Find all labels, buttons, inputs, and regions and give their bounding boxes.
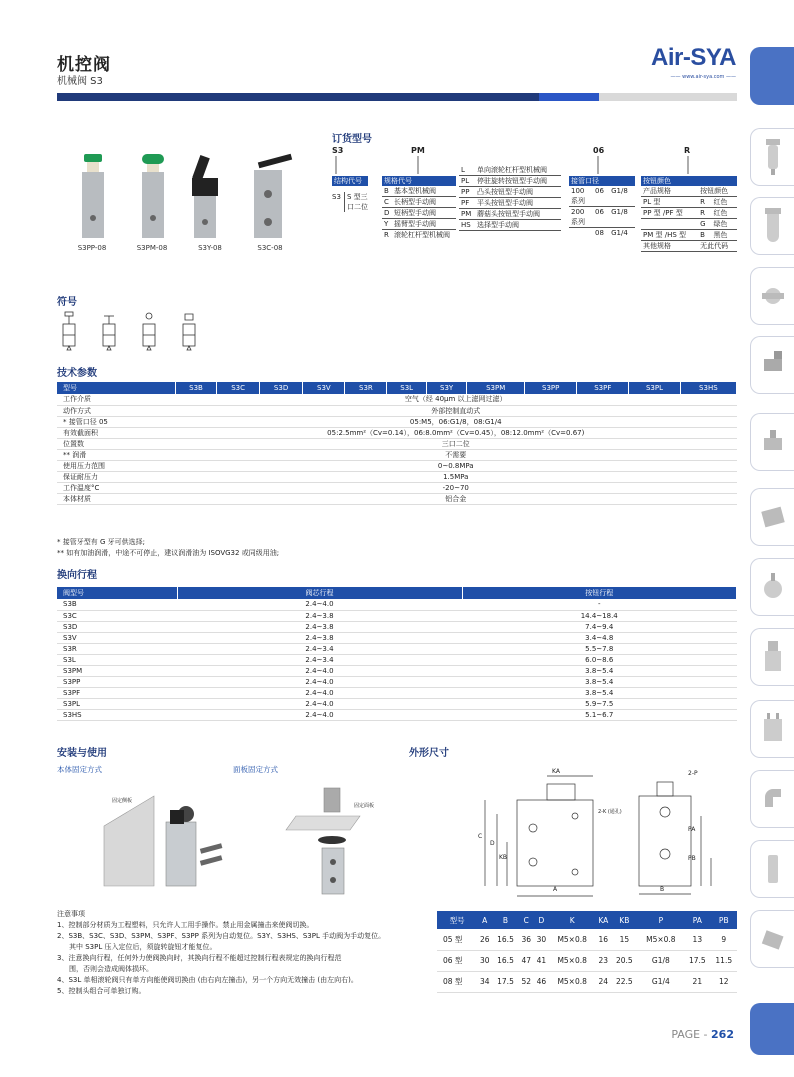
install-title: 安装与使用 <box>57 748 107 759</box>
dim-label: KB <box>499 854 508 861</box>
spec-desc: 蘑菇头按钮型手动阀 <box>477 210 540 218</box>
table-cell: 2.4~4.0 <box>177 709 462 720</box>
color-name: 红色 <box>713 209 728 217</box>
table-cell: M5×0.8 <box>549 929 596 950</box>
spec-value: 05:2.5mm²（Cv=0.14），06:8.0mm²（Cv=0.45），08:12.0mm²（Cv=0.67) <box>175 427 737 438</box>
table-cell: 36 <box>519 929 534 950</box>
product-label: S3C-08 <box>257 244 283 252</box>
notes-title: 注意事项 <box>57 910 85 918</box>
spec-desc: 平头按钮型手动阀 <box>477 199 533 207</box>
table-row <box>437 971 737 992</box>
table-cell: 20.5 <box>611 950 637 971</box>
dim-label: 2-K (通孔) <box>598 809 622 815</box>
spec-code: Y <box>384 220 389 228</box>
table-row <box>437 929 737 950</box>
col-header: PB <box>711 911 737 929</box>
col-header: S3Y <box>426 382 467 394</box>
color-name: 黑色 <box>713 231 728 239</box>
tab-cylinder-icon[interactable] <box>750 413 794 471</box>
symbol-title: 符号 <box>57 297 77 308</box>
table-row <box>57 610 737 621</box>
order-col-structure <box>332 176 368 212</box>
table-cell: S3HS <box>57 709 177 720</box>
brand-url: —— www.air-sya.com —— <box>670 74 736 80</box>
col-header: S3L <box>387 382 426 394</box>
spec-code: B <box>384 187 389 195</box>
table-row <box>641 186 737 197</box>
dim-label: PA <box>688 826 696 833</box>
table-row <box>57 416 737 427</box>
table-cell: S3PP <box>57 676 177 687</box>
table-cell: 15 <box>611 929 637 950</box>
tab-solenoid-icon[interactable] <box>750 488 794 546</box>
table-row <box>459 187 561 198</box>
table-cell: 3.8~5.4 <box>462 687 737 698</box>
table-cell: 12 <box>711 971 737 992</box>
table-cell: 5.9~7.5 <box>462 698 737 709</box>
spec-label: * 接管口径 05 <box>57 416 175 427</box>
table-cell: 46 <box>534 971 549 992</box>
spec-label: ** 润滑 <box>57 449 175 460</box>
color-spec <box>641 219 698 230</box>
col-header: KB <box>611 911 637 929</box>
table-row <box>57 382 737 394</box>
table-cell: 26 <box>477 929 492 950</box>
spec-desc: 滚轮杠杆型机械阀 <box>394 231 450 239</box>
outline-title: 外形尺寸 <box>409 748 449 759</box>
spec-label: 本体材质 <box>57 493 175 504</box>
table-cell: 41 <box>534 950 549 971</box>
table-cell: 3.8~5.4 <box>462 676 737 687</box>
table-row <box>459 198 561 209</box>
tab-filter-icon[interactable] <box>750 128 794 186</box>
table-cell: S3V <box>57 632 177 643</box>
table-cell: S3C <box>57 610 177 621</box>
port-series: 200系列 <box>571 208 585 226</box>
header-bar <box>57 93 737 101</box>
table-row <box>382 219 456 230</box>
table-row <box>459 165 561 176</box>
spec-value: 空气（经 40μm 以上滤网过滤） <box>175 394 737 405</box>
spec-title: 技术参数 <box>57 368 97 379</box>
table-row <box>382 230 456 241</box>
port-series: 100系列 <box>571 187 585 205</box>
order-code-port: 06 <box>593 146 605 155</box>
table-cell: 30 <box>534 929 549 950</box>
dim-label: PB <box>688 855 696 862</box>
port-size: G1/8 <box>611 187 628 195</box>
col-header: 型号 <box>57 382 175 394</box>
spec-table <box>57 382 737 505</box>
color-spec: PM 型 /HS 型 <box>643 231 687 239</box>
col-header: S3R <box>345 382 387 394</box>
spec-value: 铝合金 <box>175 493 737 504</box>
spec-code: PP <box>461 188 470 196</box>
order-code-pm: PM <box>411 146 425 155</box>
table-row <box>57 493 737 504</box>
table-row <box>641 219 737 230</box>
table-cell: 14.4~18.4 <box>462 610 737 621</box>
spec-footnote: ** 如有加油润滑，中途不可停止，建议润滑油为 ISOVG32 或同级用油; <box>57 549 280 557</box>
table-row <box>57 654 737 665</box>
stroke-title: 换向行程 <box>57 570 97 581</box>
table-cell: 9 <box>711 929 737 950</box>
table-cell: 2.4~4.0 <box>177 599 462 610</box>
panel-plate-label: 固定面板 <box>354 803 375 809</box>
table-cell: 5.1~6.7 <box>462 709 737 720</box>
table-cell: 7.4~9.4 <box>462 621 737 632</box>
spec-desc: 长柄型手动阀 <box>394 198 436 206</box>
spec-code: R <box>384 231 389 239</box>
col-header: 型号 <box>437 911 477 929</box>
order-title: 订货型号 <box>332 134 372 145</box>
dim-label: D <box>490 840 495 847</box>
spec-label: 保证耐压力 <box>57 471 175 482</box>
body-mount-label: 本体固定方式 <box>57 765 102 774</box>
col-header: S3B <box>175 382 217 394</box>
table-row <box>382 186 456 197</box>
panel-mount-label: 面板固定方式 <box>233 765 278 774</box>
col-header: 按钮行程 <box>462 587 737 599</box>
spec-value: 05:M5，06:G1/8，08:G1/4 <box>175 416 737 427</box>
table-cell: 17.5 <box>684 950 710 971</box>
spec-label: 有效截面积 <box>57 427 175 438</box>
table-cell: 2.4~3.8 <box>177 610 462 621</box>
table-cell: 30 <box>477 950 492 971</box>
spec-value: 1.5MPa <box>175 471 737 482</box>
table-row <box>382 197 456 208</box>
table-row <box>57 449 737 460</box>
color-spec: PL 型 <box>643 198 661 206</box>
table-cell: 17.5 <box>492 971 518 992</box>
spec-label: 动作方式 <box>57 405 175 416</box>
table-cell: 47 <box>519 950 534 971</box>
spec-code: PL <box>461 177 470 185</box>
table-cell: 2.4~3.4 <box>177 654 462 665</box>
table-cell: 23 <box>595 950 611 971</box>
port-code: 08 <box>595 229 604 237</box>
product-photos <box>70 150 300 250</box>
col-header: S3V <box>303 382 345 394</box>
table-row <box>57 687 737 698</box>
col-header: B <box>492 911 518 929</box>
table-row <box>641 241 737 252</box>
spec-desc: 凸头按钮型手动阀 <box>477 188 533 196</box>
tab-fitting-icon[interactable] <box>750 267 794 325</box>
table-cell: 13 <box>684 929 710 950</box>
spec-label: 位置数 <box>57 438 175 449</box>
col-header: S3PF <box>577 382 629 394</box>
tab-current-section[interactable] <box>750 47 794 105</box>
table-cell: 3.8~5.4 <box>462 665 737 676</box>
table-cell: M5×0.8 <box>638 929 685 950</box>
spec-desc: 选择型手动阀 <box>477 221 519 229</box>
col-header: S3PL <box>629 382 680 394</box>
color-name: 红色 <box>713 198 728 206</box>
notes <box>57 909 427 997</box>
col-header: A <box>477 911 492 929</box>
port-code: 06 <box>595 208 604 216</box>
order-code-s3: S3 <box>332 146 344 155</box>
table-cell: 3.4~4.8 <box>462 632 737 643</box>
table-row <box>57 676 737 687</box>
table-cell: S3PM <box>57 665 177 676</box>
table-cell: S3B <box>57 599 177 610</box>
table-cell: 34 <box>477 971 492 992</box>
spec-label: 工作温度°C <box>57 482 175 493</box>
table-cell: G1/8 <box>638 950 685 971</box>
table-cell: 05 型 <box>437 929 477 950</box>
color-none: 无此代码 <box>700 242 729 250</box>
table-row <box>57 482 737 493</box>
table-cell: S3L <box>57 654 177 665</box>
table-cell: 2.4~4.0 <box>177 665 462 676</box>
col-header: 规格代号 <box>382 176 456 186</box>
color-code: R <box>700 209 705 217</box>
table-cell: 16.5 <box>492 950 518 971</box>
table-cell: 2.4~4.0 <box>177 698 462 709</box>
side-plate-label: 固定侧板 <box>112 798 133 804</box>
brand-logo: Air-SYA <box>651 44 736 71</box>
table-row <box>57 621 737 632</box>
port-size: G1/8 <box>611 208 628 216</box>
dim-label: B <box>660 886 665 893</box>
table-cell: 6.0~8.6 <box>462 654 737 665</box>
spec-desc: 停驻旋转按钮型手动阀 <box>477 177 547 185</box>
page-title: 机控阀 <box>57 55 111 75</box>
table-row <box>57 643 737 654</box>
tab-manifold-icon[interactable] <box>750 700 794 758</box>
spec-code: PM <box>461 210 472 218</box>
table-row <box>569 228 635 239</box>
spec-desc: 单向滚轮杠杆型机械阀 <box>477 166 547 174</box>
note-item: 1、控制部分材质为工程塑料，只允许人工用手操作。禁止用金属撞击来使阀切换。 <box>57 921 314 929</box>
col-header: PA <box>684 911 710 929</box>
col-header: D <box>534 911 549 929</box>
table-cell: - <box>462 599 737 610</box>
color-spec: PP 型 /PF 型 <box>643 209 683 217</box>
order-col-color <box>641 176 737 252</box>
structure-desc: S 型三口二位 <box>344 192 368 212</box>
note-item: 3、注意换向行程，任何外力使阀换向时，其换向行程不能超过控制行程表规定的换向行程范 <box>57 954 342 962</box>
table-cell: 52 <box>519 971 534 992</box>
col-header: S3PP <box>525 382 577 394</box>
order-code-color: R <box>684 146 691 155</box>
color-code: R <box>700 198 705 206</box>
tab-lubricator-icon[interactable] <box>750 197 794 255</box>
tab-gauge-icon[interactable] <box>750 628 794 686</box>
spec-value: 外部控制直动式 <box>175 405 737 416</box>
col-header: KA <box>595 911 611 929</box>
spec-footnote: * 接管牙型有 G 牙可供选择; <box>57 538 145 546</box>
dim-label: A <box>553 886 558 893</box>
tab-elbow-icon[interactable] <box>750 770 794 828</box>
table-row <box>57 405 737 416</box>
table-row <box>57 460 737 471</box>
spec-value: 三口二位 <box>175 438 737 449</box>
table-row <box>459 209 561 220</box>
table-cell: 2.4~3.4 <box>177 643 462 654</box>
table-row <box>569 186 635 207</box>
table-cell: 21 <box>684 971 710 992</box>
note-item: 围，否则会造成阀体损坏。 <box>69 965 153 973</box>
dim-label: C <box>478 833 483 840</box>
table-row <box>641 208 737 219</box>
spec-desc: 基本型机械阀 <box>394 187 436 195</box>
table-row <box>57 427 737 438</box>
stroke-table <box>57 587 737 721</box>
spec-desc: 短柄型手动阀 <box>394 209 436 217</box>
table-row <box>57 599 737 610</box>
spec-value: 0~0.8MPa <box>175 460 737 471</box>
table-row <box>459 220 561 231</box>
table-cell: 5.5~7.8 <box>462 643 737 654</box>
note-item: 2、S3B、S3C、S3D、S3PM、S3PF、S3PP 系列为自动复位。S3Y、S3HS、S3PL 手动阀为手动复位。 <box>57 932 386 940</box>
col-header: P <box>638 911 685 929</box>
table-cell: 16.5 <box>492 929 518 950</box>
table-cell: M5×0.8 <box>549 950 596 971</box>
table-cell: S3PF <box>57 687 177 698</box>
table-cell: G1/4 <box>638 971 685 992</box>
page-subtitle: 机械阀 S3 <box>57 76 103 87</box>
page-number: PAGE - 262 <box>671 1028 734 1041</box>
col-header: C <box>519 911 534 929</box>
note-item: 其中 S3PL 压入定位后，须旋转旋钮才能复位。 <box>69 943 217 951</box>
outline-drawing <box>475 762 735 904</box>
spec-desc: 摇臂型手动阀 <box>394 220 436 228</box>
col-header: S3PM <box>467 382 525 394</box>
table-row <box>569 207 635 228</box>
col-header: 阀芯行程 <box>177 587 462 599</box>
color-spec: 其他规格 <box>643 242 671 250</box>
color-code: G <box>700 220 706 228</box>
order-col-spec2 <box>459 165 561 231</box>
table-cell: S3D <box>57 621 177 632</box>
table-cell: 08 型 <box>437 971 477 992</box>
spec-code: PF <box>461 199 470 207</box>
color-name: 绿色 <box>713 220 728 228</box>
col-header: S3D <box>259 382 303 394</box>
table-cell: 24 <box>595 971 611 992</box>
col-header: S3C <box>217 382 259 394</box>
table-cell: 22.5 <box>611 971 637 992</box>
table-cell: 2.4~4.0 <box>177 676 462 687</box>
order-col-spec <box>382 176 456 240</box>
product-label: S3Y-08 <box>198 244 222 252</box>
tab-accessory-icon[interactable] <box>750 910 794 968</box>
product-label: S3PP-08 <box>77 244 107 252</box>
spec-label: 工作介质 <box>57 394 175 405</box>
spec-code: HS <box>461 221 471 229</box>
table-row <box>57 709 737 720</box>
col-header: S3HS <box>680 382 736 394</box>
dim-label: 2-P <box>688 770 698 777</box>
table-row <box>437 911 737 929</box>
table-row <box>57 698 737 709</box>
table-row <box>57 665 737 676</box>
spec-code: L <box>461 166 465 174</box>
table-row <box>382 208 456 219</box>
table-cell: 06 型 <box>437 950 477 971</box>
table-cell: 16 <box>595 929 611 950</box>
port-series <box>569 228 593 239</box>
col-header: K <box>549 911 596 929</box>
spec-code: C <box>384 198 389 206</box>
port-code: 06 <box>595 187 604 195</box>
table-row <box>57 587 737 599</box>
col-header: 接管口径 <box>569 176 635 186</box>
structure-code: S3 <box>332 193 341 201</box>
col-header: 结构代号 <box>332 176 368 186</box>
install-illustration <box>100 786 370 896</box>
col-header: 按钮颜色 <box>641 176 737 186</box>
table-row <box>641 230 737 241</box>
color-head: 按钮颜色 <box>700 187 729 195</box>
dimension-table <box>437 911 737 993</box>
table-row <box>437 950 737 971</box>
table-row <box>57 471 737 482</box>
dim-label: KA <box>552 768 560 775</box>
table-row <box>57 394 737 405</box>
valve-symbols <box>57 310 217 356</box>
spec-value: 不需要 <box>175 449 737 460</box>
tab-silencer-icon[interactable] <box>750 840 794 898</box>
col-header: 阀型号 <box>57 587 177 599</box>
table-cell: 2.4~3.8 <box>177 621 462 632</box>
spec-label: 使用压力范围 <box>57 460 175 471</box>
table-cell: 2.4~3.8 <box>177 632 462 643</box>
spec-value: -20~70 <box>175 482 737 493</box>
note-item: 5、控制头组合可单独订购。 <box>57 987 146 995</box>
table-row <box>57 438 737 449</box>
table-cell: 2.4~4.0 <box>177 687 462 698</box>
tab-regulator-icon[interactable] <box>750 558 794 616</box>
table-row <box>641 197 737 208</box>
color-spec: 产品规格 <box>643 187 671 195</box>
port-size: G1/4 <box>611 229 628 237</box>
spec-code: D <box>384 209 390 217</box>
table-cell: M5×0.8 <box>549 971 596 992</box>
table-row <box>459 176 561 187</box>
table-cell: 11.5 <box>711 950 737 971</box>
tab-bottom-section[interactable] <box>750 1003 794 1055</box>
product-label: S3PM-08 <box>136 244 168 252</box>
order-col-port <box>569 176 635 238</box>
table-cell: S3PL <box>57 698 177 709</box>
tab-valve-icon[interactable] <box>750 336 794 394</box>
table-cell: S3R <box>57 643 177 654</box>
note-item: 4、S3L 单相滚轮阀只有单方向能使阀切换由 (由右向左撞击)，另一个方向无效撞击 (由左向右)。 <box>57 976 358 984</box>
table-row <box>57 632 737 643</box>
color-code: B <box>700 231 705 239</box>
